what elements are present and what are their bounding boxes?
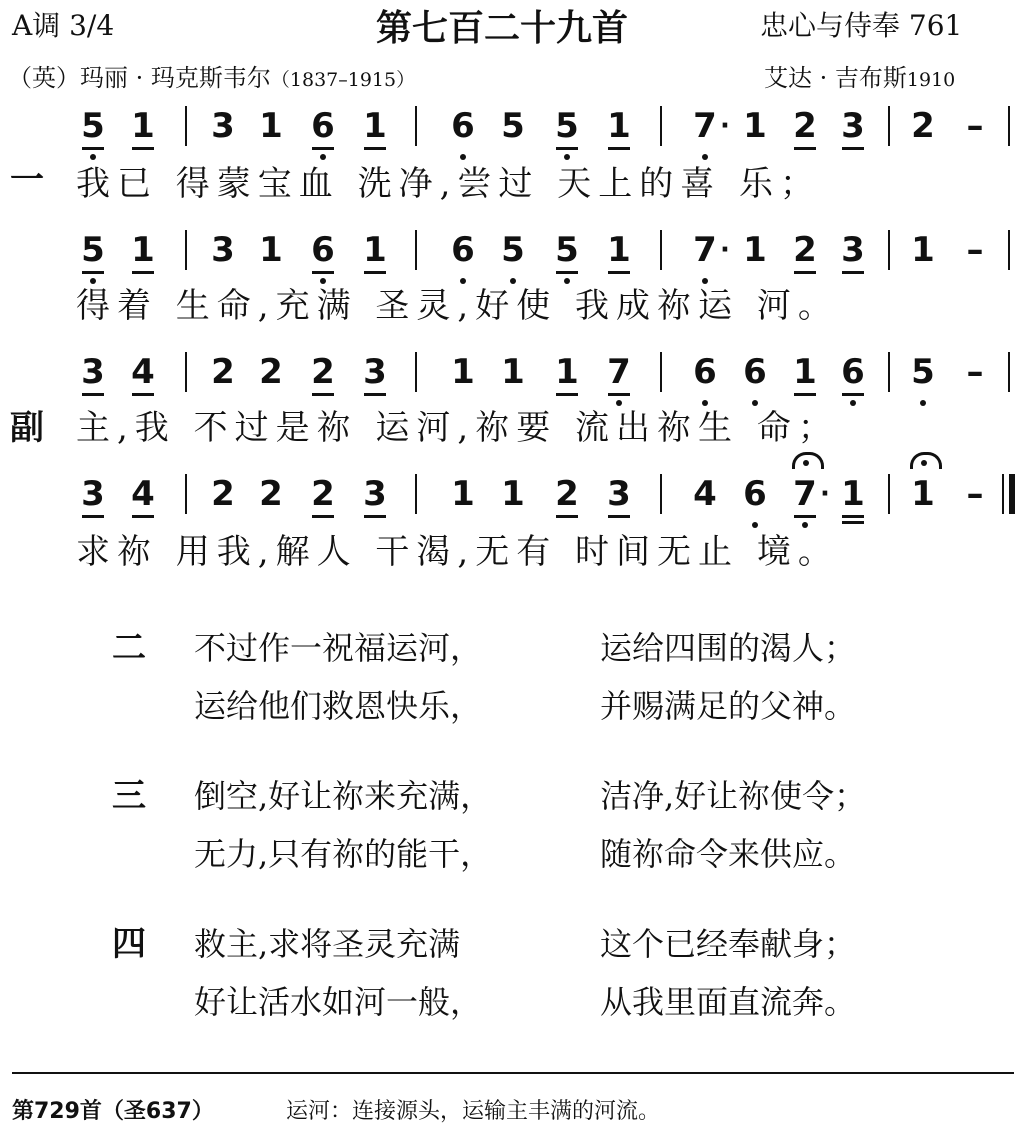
note-1: 1 — [128, 106, 158, 146]
note-3: 3 — [78, 474, 108, 514]
note-2: 2 — [308, 352, 338, 392]
note-1: 1 — [790, 352, 820, 392]
note-1: 1 — [360, 230, 390, 270]
note-5: 5 — [552, 106, 582, 146]
footer-divider — [12, 1072, 1014, 1074]
lower-octave-dot — [460, 278, 466, 284]
verse-number-four: 四 — [112, 924, 146, 964]
lower-octave-dot — [920, 400, 926, 406]
note-1: 1 — [501, 352, 525, 392]
bar-line — [660, 352, 662, 392]
lyric-line-2: 得着 生命,充满 圣灵,好使 我成祢运 河。 — [76, 286, 839, 326]
note-1: 1 — [501, 474, 525, 514]
note-6: 6 — [838, 352, 868, 392]
note-3: 3 — [360, 352, 390, 392]
bar-line — [185, 474, 187, 514]
lyricist-years: （1837–1915） — [270, 69, 416, 91]
note-2: 2 — [211, 352, 235, 392]
sustain-dash: – — [966, 230, 984, 270]
key-signature: A调 3/4 — [12, 9, 115, 42]
augmentation-dot: · — [720, 235, 730, 265]
note-3: 3 — [360, 474, 390, 514]
note-1: 1 — [911, 230, 935, 270]
note-2: 2 — [790, 230, 820, 270]
lower-octave-dot — [564, 278, 570, 284]
lower-octave-dot — [564, 154, 570, 160]
note-1: 1 — [259, 106, 283, 146]
note-1: 1 — [743, 230, 767, 270]
note-7: 7 — [790, 474, 820, 514]
sustain-dash: – — [966, 474, 984, 514]
bar-line — [888, 352, 890, 392]
lower-octave-dot — [702, 154, 708, 160]
note-2: 2 — [259, 474, 283, 514]
note-5: 5 — [78, 106, 108, 146]
note-2: 2 — [259, 352, 283, 392]
bar-line — [660, 106, 662, 146]
lower-octave-dot — [752, 400, 758, 406]
note-5: 5 — [501, 106, 525, 146]
note-1: 1 — [743, 106, 767, 146]
composer-credit — [764, 58, 955, 93]
bar-line — [1008, 106, 1010, 146]
lyricist-name: （英）玛丽 · 玛克斯韦尔 — [8, 64, 271, 92]
note-6: 6 — [448, 106, 478, 146]
note-5: 5 — [908, 352, 938, 392]
bar-line — [185, 106, 187, 146]
note-6: 6 — [740, 474, 770, 514]
note-3: 3 — [211, 230, 235, 270]
sustain-dash: – — [966, 352, 984, 392]
note-1: 1 — [451, 474, 475, 514]
note-1: 1 — [908, 474, 938, 514]
verse-four-line-2a: 好让活水如河一般， — [194, 983, 483, 1021]
footer-hymn-reference: 第729首（圣637） — [12, 1099, 214, 1124]
verse-two-line-2a: 运给他们救恩快乐， — [194, 687, 483, 725]
book-reference: 忠心与侍奉 761 — [760, 9, 963, 42]
note-1: 1 — [259, 230, 283, 270]
note-4: 4 — [128, 474, 158, 514]
note-6: 6 — [308, 230, 338, 270]
verse-four-line-1a: 救主,求将圣灵充满 — [194, 925, 461, 963]
note-6: 6 — [448, 230, 478, 270]
note-3: 3 — [211, 106, 235, 146]
verse-three-line-1b: 洁净,好让祢使令； — [600, 777, 867, 815]
lower-octave-dot — [90, 278, 96, 284]
lyricist-credit — [8, 58, 415, 93]
note-3: 3 — [78, 352, 108, 392]
bar-line — [1008, 230, 1010, 270]
bar-line — [415, 474, 417, 514]
final-bar-thin — [1002, 474, 1004, 514]
lower-octave-dot — [510, 278, 516, 284]
lower-octave-dot — [320, 154, 326, 160]
bar-line — [888, 474, 890, 514]
note-2: 2 — [211, 474, 235, 514]
note-4: 4 — [693, 474, 717, 514]
lower-octave-dot — [702, 400, 708, 406]
note-1: 1 — [451, 352, 475, 392]
bar-line — [185, 230, 187, 270]
note-3: 3 — [838, 106, 868, 146]
verse-three-line-1a: 倒空,好让祢来充满， — [194, 777, 493, 815]
bar-line — [888, 106, 890, 146]
composer-name: 艾达 · 吉布斯 — [764, 64, 907, 92]
lyric-line-3: 主,我 不过是祢 运河,祢要 流出祢生 命； — [76, 408, 839, 448]
note-6: 6 — [308, 106, 338, 146]
note-7: 7 — [690, 230, 720, 270]
bar-line — [415, 106, 417, 146]
verse-three-line-2b: 随祢命令来供应。 — [600, 835, 857, 873]
note-1: 1 — [360, 106, 390, 146]
lyric-line-4: 求祢 用我,解人 干渴,无有 时间无止 境。 — [76, 532, 839, 572]
lower-octave-dot — [702, 278, 708, 284]
composer-year: 1910 — [906, 69, 956, 91]
note-1: 1 — [552, 352, 582, 392]
note-7: 7 — [690, 106, 720, 146]
bar-line — [888, 230, 890, 270]
fermata-icon — [910, 452, 942, 469]
note-1: 1 — [604, 106, 634, 146]
lower-octave-dot — [460, 154, 466, 160]
verse-four-line-2b: 从我里面直流奔。 — [600, 983, 857, 1021]
verse-label-one: 一 — [10, 160, 44, 200]
verse-two-line-1a: 不过作一祝福运河， — [194, 629, 483, 667]
lower-octave-dot — [850, 400, 856, 406]
bar-line — [660, 230, 662, 270]
lyric-line-1: 我已 得蒙宝血 洗净,尝过 天上的喜 乐； — [76, 164, 822, 204]
chorus-label: 副 — [10, 408, 44, 448]
note-2: 2 — [911, 106, 935, 146]
note-6: 6 — [690, 352, 720, 392]
lower-octave-dot — [90, 154, 96, 160]
verse-two-line-2b: 并赐满足的父神。 — [600, 687, 857, 725]
lower-octave-dot — [616, 400, 622, 406]
lower-octave-dot — [752, 522, 758, 528]
bar-line — [1008, 352, 1010, 392]
verse-three-line-2a: 无力,只有祢的能干， — [194, 835, 493, 873]
note-2: 2 — [552, 474, 582, 514]
verse-two-line-1b: 运给四围的渴人； — [600, 629, 857, 667]
note-5: 5 — [498, 230, 528, 270]
bar-line — [415, 230, 417, 270]
augmentation-dot: · — [820, 479, 830, 509]
fermata-icon — [792, 452, 824, 469]
note-4: 4 — [128, 352, 158, 392]
bar-line — [415, 352, 417, 392]
verse-number-two: 二 — [112, 628, 146, 668]
bar-line — [185, 352, 187, 392]
note-1: 1 — [604, 230, 634, 270]
note-3: 3 — [604, 474, 634, 514]
note-7: 7 — [604, 352, 634, 392]
note-5: 5 — [78, 230, 108, 270]
lower-octave-dot — [802, 522, 808, 528]
lower-octave-dot — [320, 278, 326, 284]
note-1: 1 — [128, 230, 158, 270]
verse-number-three: 三 — [112, 776, 146, 816]
sustain-dash: – — [966, 106, 984, 146]
page-title: 第七百二十九首 — [376, 8, 629, 49]
note-2: 2 — [790, 106, 820, 146]
note-5: 5 — [552, 230, 582, 270]
final-bar-thick — [1009, 474, 1015, 514]
note-1: 1 — [838, 474, 868, 514]
note-3: 3 — [838, 230, 868, 270]
augmentation-dot: · — [720, 111, 730, 141]
note-2: 2 — [308, 474, 338, 514]
bar-line — [660, 474, 662, 514]
verse-four-line-1b: 这个已经奉献身； — [600, 925, 857, 963]
footer-note: 运河：连接源头，运输主丰满的河流。 — [286, 1099, 661, 1124]
note-6: 6 — [740, 352, 770, 392]
